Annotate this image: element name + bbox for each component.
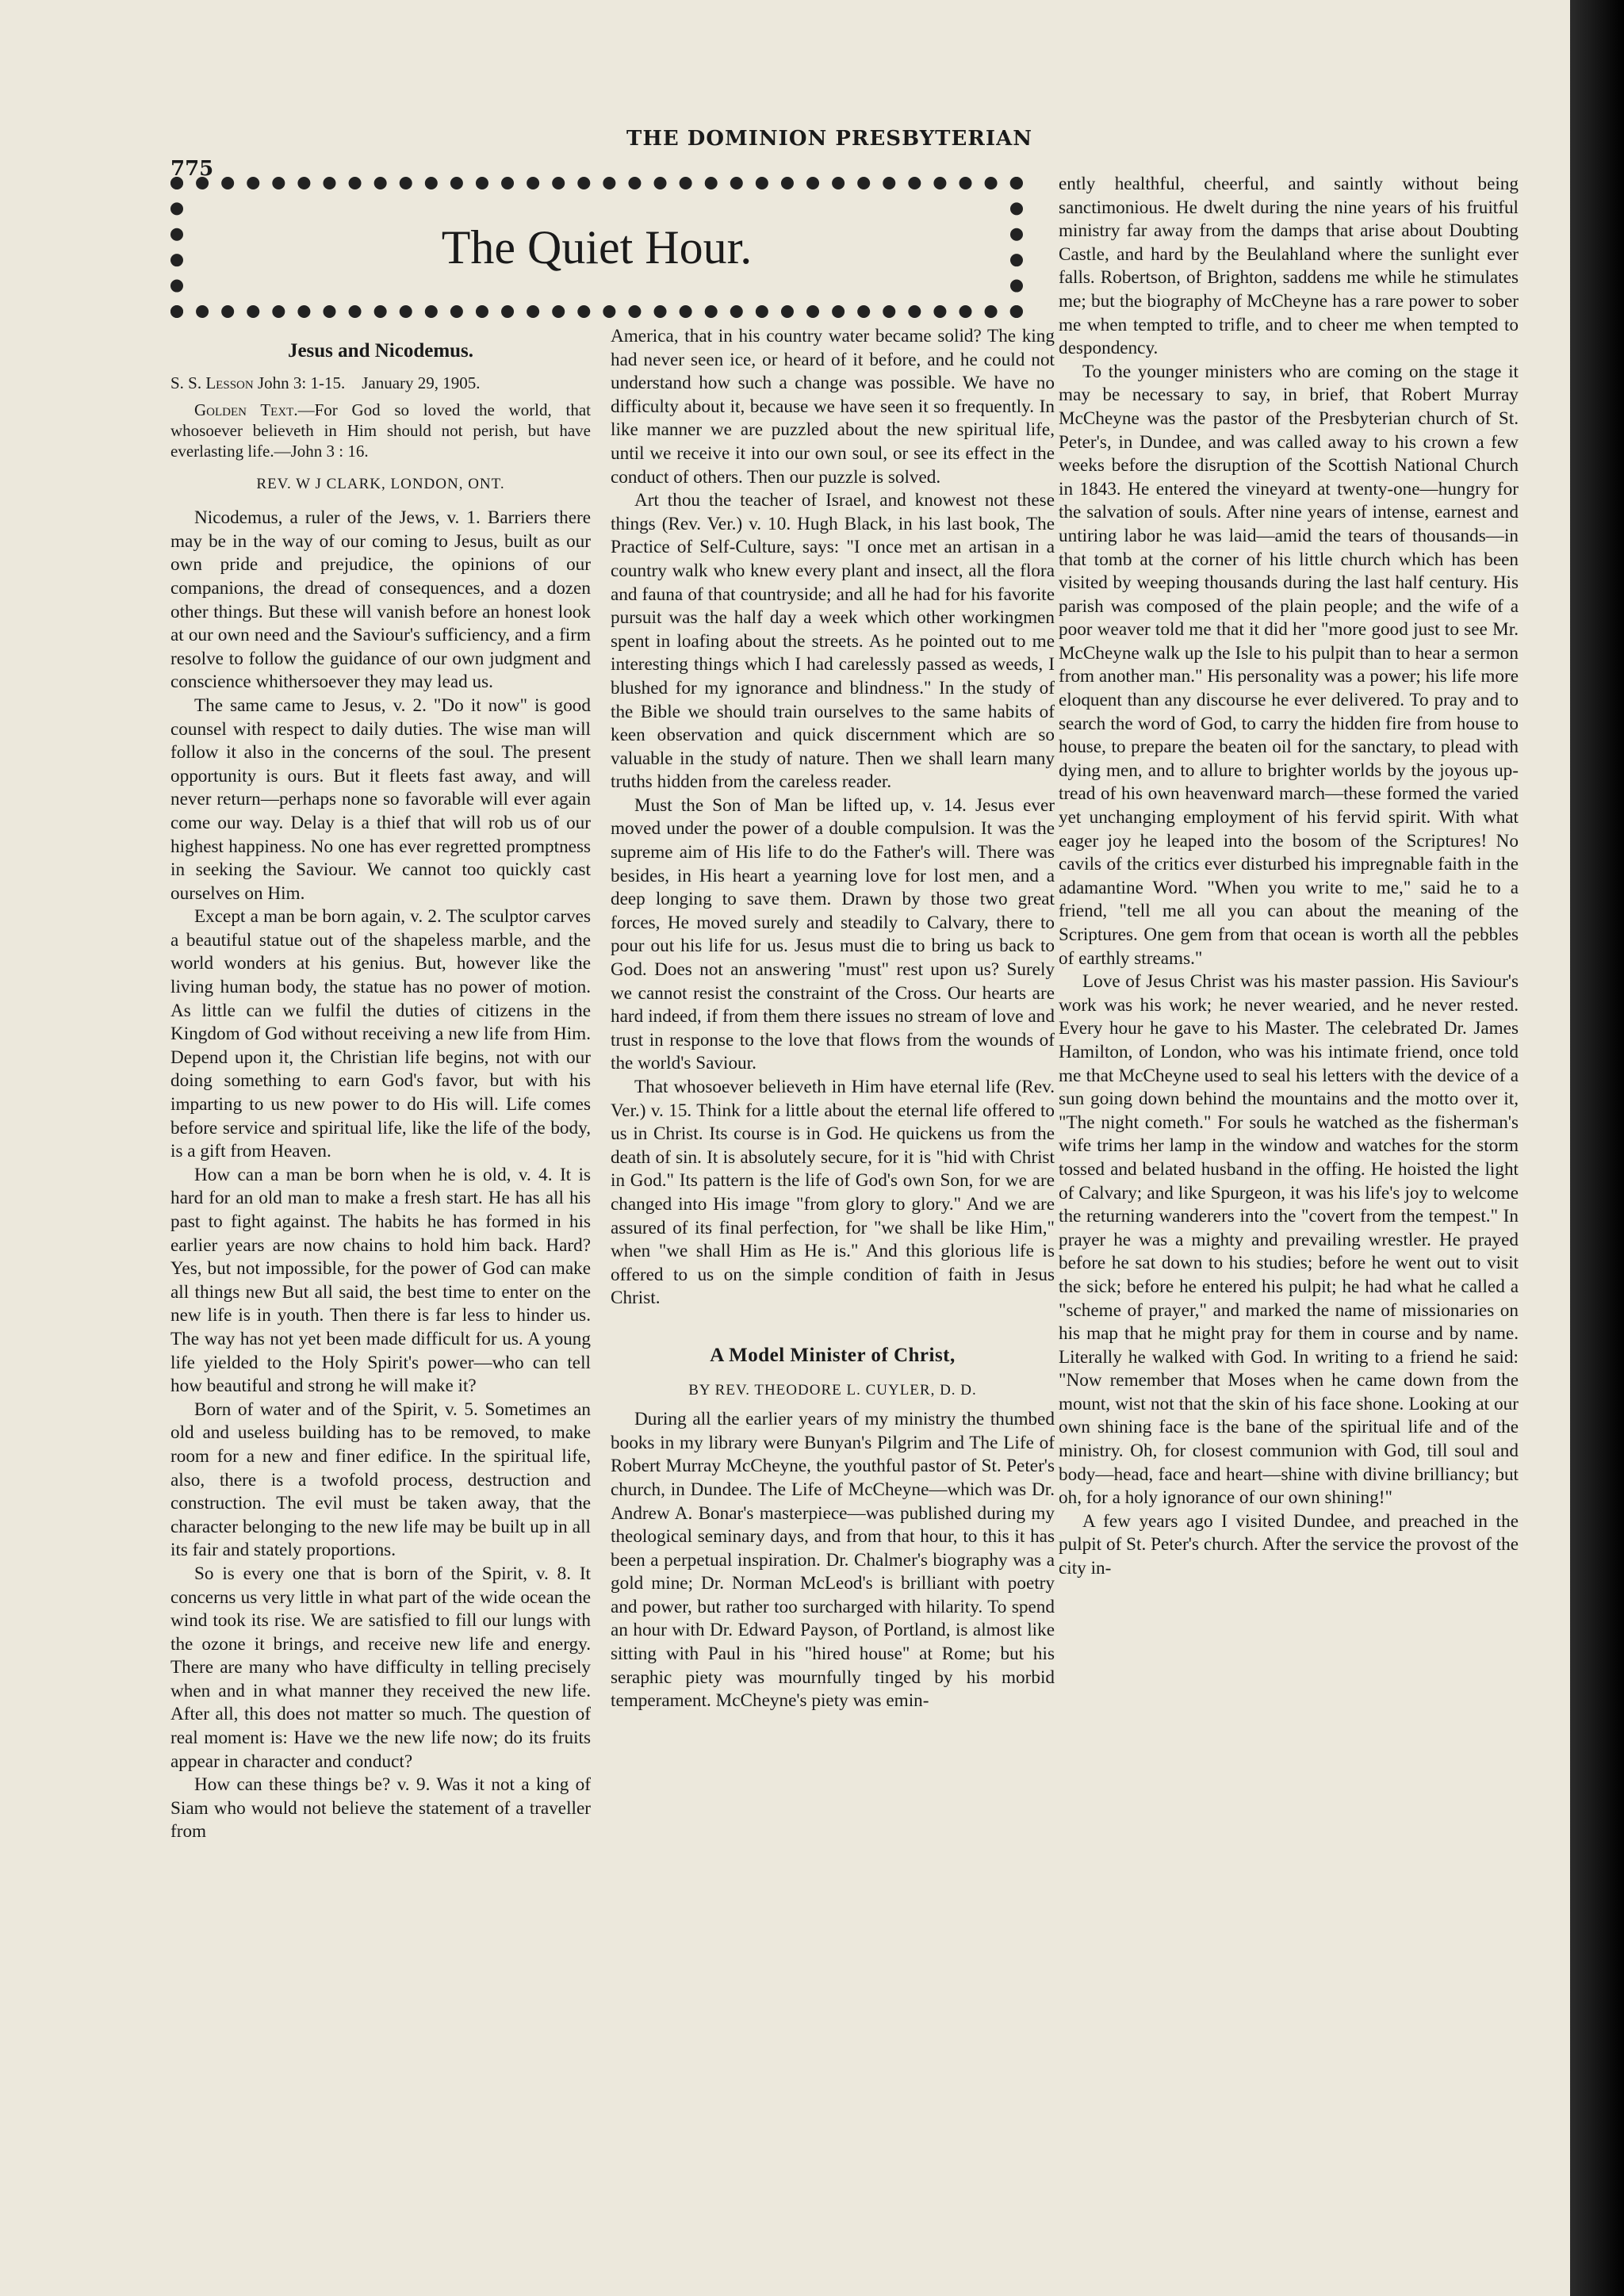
article-title: A Model Minister of Christ, (710, 1344, 956, 1366)
paragraph: Born of water and of the Spirit, v. 5. Sometimes an old and useless building has to be removed, to make room for a new and finer edifice. In the spiritual life, also, there is a twofold process, destruction and construction. The evil must be taken away, that the character belonging to the new life may be built up in all its fair and stately proportions. (170, 1399, 591, 1561)
paragraph: Except a man be born again, v. 2. The sculptor carves a beautiful statue out of the shapeless marble, and the world wonders at his genius. But, however like the living human body, the statue has no power of motion. As little can we fulfil the duties of citizens in the Kingdom of God without receiving a new life from Him. Depend upon it, the Christian life begins, not with our doing something to earn God's favor, but with his imparting to us new power to do His will. Life comes before service and spiritual life, like the life of the body, is a gift from Heaven. (170, 906, 591, 1162)
paragraph: During all the earlier years of my ministry the thumbed books in my library were Bunyan's Pilgrim and The Life of Robert Murray McCheyne, the youthful pastor of St. Peter's church, in Dundee. The Life of McCheyne—which was Dr. Andrew A. Bonar's masterpiece—was published during my theological seminary days, and from that hour, to this it has been a perpetual inspiration. Dr. Chalmer's biography was a gold mine; Dr. Norman McLeod's is brilliant with poetry and power, but rather too surcharged with hilarity. To spend an hour with Dr. Edward Payson, of Portland, is almost like sitting with Paul in his "hired house" at Rome; but his seraphic piety was mournfully tinged by his morbid temperament. McCheyne's piety was emin- (611, 1409, 1055, 1712)
paragraph: That whosoever believeth in Him have eternal life (Rev. Ver.) v. 15. Think for a little about the eternal life offered to us in Christ. Its course is in God. He quickens us from the death of sin. It is absolutely secure, for it is "hid with Christ in God." Its pattern is the life of God's own Son, for we are changed into His image "from glory to glory." And we are assured of its final perfection, for "we shall be like Him," when "we shall Him as He is." And this glorious life is offered to us on the simple condition of faith in Jesus Christ. (611, 1077, 1055, 1309)
lesson-ref: John 3: 1-15. (257, 373, 346, 392)
column-3 (1059, 173, 1519, 1581)
page-number: 775 (170, 157, 214, 181)
paragraph: Nicodemus, a ruler of the Jews, v. 1. Barriers there may be in the way of our coming to Jesus, built as our own pride and prejudice, the opinions of our companions, the dread of consequences, and a dozen other things. But these will vanish before an honest look at our own need and the Saviour's sufficiency, and a firm resolve to follow the guidance of our own judgment and conscience whithersoever they may lead us. (170, 507, 591, 693)
section-banner (170, 177, 1023, 318)
paragraph: Must the Son of Man be lifted up, v. 14. Jesus ever moved under the power of a double compulsion. It was the supreme aim of His life to do the Father's will. There was besides, in His heart a yearning love for lost men, and a deep longing to save them. Drawn by those two great forces, He moved surely and steadily to Calvary, there to pour out his life for us. Jesus must die to bring us back to God. Does not an answering "must" rest upon us? Surely we cannot resist the constraint of the Cross. Our hearts are hard indeed, if from them there issues no stream of love and trust in response to the love that flows from the wounds of the world's Saviour. (611, 794, 1055, 1074)
column-2 (611, 325, 1055, 1713)
paragraph: Art thou the teacher of Israel, and knowest not these things (Rev. Ver.) v. 10. Hugh Black, in his last book, The Practice of Self-Culture, says: "I once met an artisan in a country walk who knew every plant and insect, all the flora and fauna of that countryside; and all he had for his favorite pursuit was the half day a week which other workingmen spent in loafing about the streets. As he pointed out to me interesting things which I had carelessly passed as weeds, I blushed for my ignorance and blindness." In the study of the Bible we should train ourselves to the same habits of keen observation and quick discernment which are so valuable in the study of nature. Then we shall learn many truths hidden from the careless reader. (611, 490, 1055, 793)
golden-text-body: —For God so loved the world, that whosoever believeth in Him should not perish, but have everlasting life.—John 3 : 16. (170, 400, 591, 461)
lesson-date: January 29, 1905. (362, 373, 481, 392)
paragraph: A few years ago I visited Dundee, and preached in the pulpit of St. Peter's church. After the service the provost of the city in- (1059, 1510, 1519, 1579)
paragraph: To the younger ministers who are coming on the stage it may be necessary to say, in brief, that Robert Murray McCheyne was the pastor of the Presbyterian church of St. Peter's, in Dundee, and was called away to his crown a few weeks before the disruption of the Scottish National Church in 1843. He entered the vineyard at twenty-one—hungry for the salvation of souls. After nine years of intense, earnest and untiring labor he was laid—amid the tears of thousands—in that tomb at the corner of his little church which has been visited by weeping thousands during the last half century. His parish was composed of the plain people; and the wife of a poor weaver told me that it did her "more good just to see Mr. McCheyne walk up the Isle to his pulpit than to hear a sermon from another man." His personality was a power; his life more eloquent than any discourse he ever delivered. To pray and to search the word of God, to carry the hidden fire from house to house, to prepare the beaten oil for the sanctary, to plead with dying men, and to allure to brighter worlds by the joyous up-tread of his own heavenward march—these formed the varied yet unchanging employment of his fervid spirit. With what eager joy he leaped into the bosom of the Scriptures! No cavils of the critics ever disturbed his impregnable faith in the adamantine Word. "When you write to me," said he to a friend, "tell me all you can about the meaning of the Scriptures. One gem from that ocean is worth all the pebbles of earthly streams." (1059, 361, 1519, 969)
paragraph: ently healthful, cheerful, and saintly without being sanctimonious. He dwelt during the nine years of his fruitful ministry far away from the damps that arise about Doubting Castle, and hard by the Beulahland where the sunlight ever falls. Robertson, of Brighton, saddens me while he stimulates me; but the biography of McCheyne has a rare power to sober me when tempted to trifle, and to cheer me when tempted to despondency. (1059, 174, 1519, 359)
article-byline: BY REV. THEODORE L. CUYLER, D. D. (688, 1381, 977, 1399)
running-head: THE DOMINION PRESBYTERIAN (626, 127, 1033, 151)
paragraph: How can a man be born when he is old, v. 4. It is hard for an old man to make a fresh start. He has all his past to fight against. The habits he has formed in his earlier years are now chains to hold him back. Hard? Yes, but not impossible, for the power of God can make all things new But all said, the best time to enter on the new life is in youth. Then there is far less to hinder us. The way has not yet been made difficult for us. A young life yielded to the Holy Spirit's power—who can tell how beautiful and strong he will make it? (170, 1164, 591, 1397)
paragraph: How can these things be? v. 9. Was it not a king of Siam who would not believe the statement of a traveller from (170, 1774, 591, 1843)
paragraph: The same came to Jesus, v. 2. "Do it now" is good counsel with respect to daily duties. The wise man will follow it also in the concerns of the soul. The present opportunity is ours. But it fleets fast away, and will never return—perhaps none so favorable will ever again come our way. Delay is a thief that will rob us of our highest happiness. No one has ever regretted promptness in seeking the Saviour. We cannot too quickly cast ourselves on Him. (170, 695, 591, 904)
column-1 (170, 339, 591, 1844)
paragraph: Love of Jesus Christ was his master passion. His Saviour's work was his work; he never wearied, and he never rested. Every hour he gave to his Master. The celebrated Dr. James Hamilton, of London, who was his intimate friend, once told me that McCheyne used to seal his letters with the device of a sun going down behind the mountains and the motto over it, "The night cometh." For souls he watched as the fisherman's wife trims her lamp in the window and watches for the storm tossed and belated husband in the offing. He hoisted the light of Calvary; and like Spurgeon, it was his life's joy to welcome the returning wanderers into the "covert from the tempest." In prayer he was a mighty and prevailing wrestler. He prayed before he sat down to his studies; before he went out to visit the sick; before he entered his pulpit; he had what he called a "scheme of prayer," and marked the name of missionaries on his map that he might pray for them in course and by name. Literally he walked with God. In writing to a friend he said: "Now remember that Moses when he came down from the mount, wist not that the skin of his face shone. Looking at our own shining face is the bane of the spiritual life and of the ministry. Oh, for closest communion with God, till soul and body—head, face and heart—shine with divine brilliancy; but oh, for a holy ignorance of our own shining!" (1059, 971, 1519, 1509)
section-title: The Quiet Hour. (441, 220, 753, 274)
lesson-label: S. S. Lesson (170, 373, 254, 392)
golden-text (170, 400, 591, 461)
paragraph: America, that in his country water became solid? The king had never seen ice, or heard of it before, and he could not understand how such a change was possible. We have no difficulty about it, because we have seen it so frequently. In like manner we are puzzled about the new spiritual life, until we receive it into our own soul, or see its effect in the conduct of others. Then our puzzle is solved. (611, 326, 1055, 488)
paragraph: So is every one that is born of the Spirit, v. 8. It concerns us very little in what part of the wide ocean the wind took its rise. We are satisfied to fill our lungs with the ozone it brings, and receive new life and energy. There are many who have difficulty in telling precisely when and in what manner they received the new life. After all, this does not matter so much. The question of real moment is: Have we the new life now; do its fruits appear in character and conduct? (170, 1563, 591, 1772)
lesson-line (170, 373, 591, 393)
page-edge (1570, 0, 1624, 2296)
article-title: Jesus and Nicodemus. (287, 340, 474, 362)
article-byline: REV. W J CLARK, LONDON, ONT. (256, 475, 505, 492)
golden-label: Golden Text. (194, 400, 298, 419)
